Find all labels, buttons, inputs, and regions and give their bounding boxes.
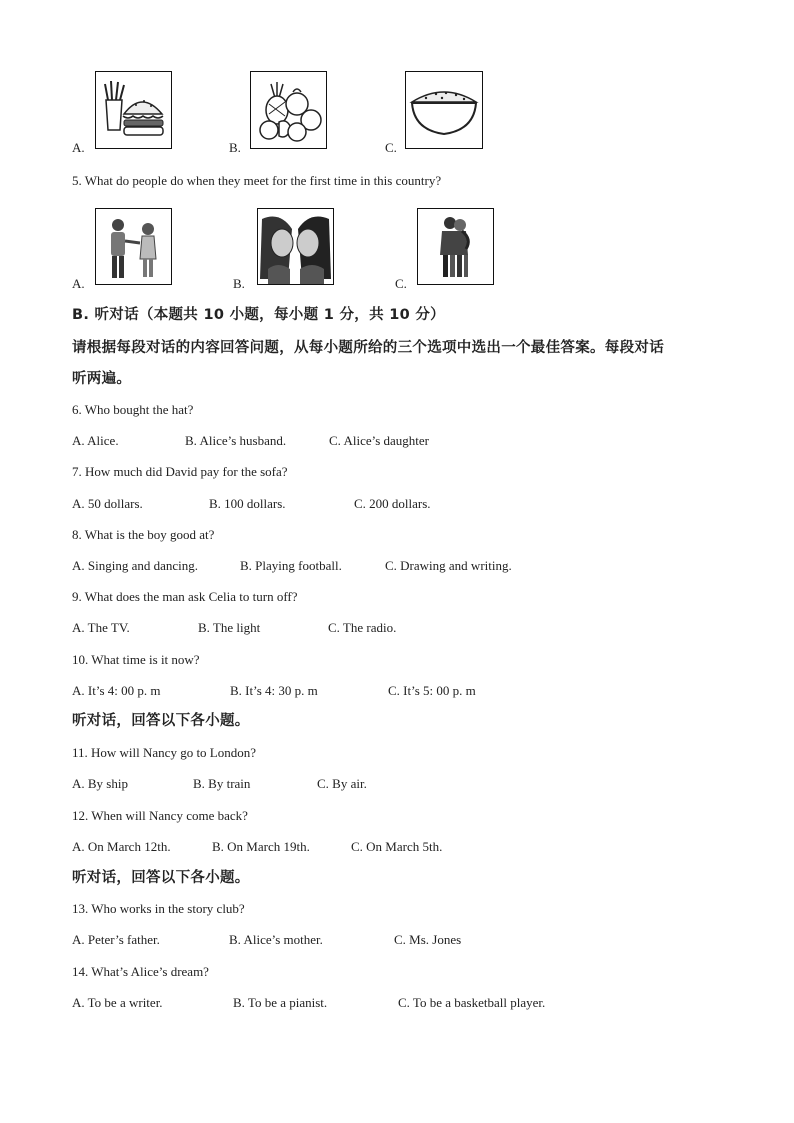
question-9: 9. What does the man ask Celia to turn off?: [72, 589, 298, 604]
q11-option-a: A. By ship: [72, 776, 128, 791]
q5-option-c-picture: [417, 208, 494, 285]
q5-option-c-letter: C.: [395, 276, 407, 291]
q13-option-b: B. Alice’s mother.: [229, 932, 323, 947]
q10-option-c: C. It’s 5: 00 p. m: [388, 683, 476, 698]
sub-heading-2: 听对话，回答以下各小题。: [72, 870, 250, 886]
question-14: 14. What’s Alice’s dream?: [72, 964, 209, 979]
q12-option-a: A. On March 12th.: [72, 839, 171, 854]
question-11: 11. How will Nancy go to London?: [72, 745, 257, 760]
question-10: 10. What time is it now?: [72, 652, 200, 667]
q8-option-c: C. Drawing and writing.: [385, 558, 512, 573]
section-b-instruction-2: 听两遍。: [72, 371, 132, 387]
q5-option-a-picture: [95, 208, 172, 285]
q7-option-c: C. 200 dollars.: [354, 496, 431, 511]
question-13: 13. Who works in the story club?: [72, 901, 245, 916]
q12-option-b: B. On March 19th.: [212, 839, 310, 854]
q6-option-a: A. Alice.: [72, 433, 119, 448]
option-c-letter: C.: [385, 140, 397, 155]
handshake-icon: [96, 209, 171, 284]
option-a-letter: A.: [72, 140, 85, 155]
kiss-greeting-icon: [258, 209, 333, 284]
sub-heading-1: 听对话，回答以下各小题。: [72, 713, 250, 729]
hug-icon: [418, 209, 493, 284]
option-a-picture: [95, 71, 172, 149]
section-b-heading: B. 听对话（本题共 10 小题，每小题 1 分，共 10 分）: [72, 307, 445, 323]
q14-option-c: C. To be a basketball player.: [398, 995, 546, 1010]
question-6: 6. Who bought the hat?: [72, 402, 194, 417]
q14-option-a: A. To be a writer.: [72, 995, 163, 1010]
q5-option-b-picture: [257, 208, 334, 285]
q13-option-c: C. Ms. Jones: [394, 932, 462, 947]
q14-option-b: B. To be a pianist.: [233, 995, 328, 1010]
q10-option-a: A. It’s 4: 00 p. m: [72, 683, 161, 698]
q12-option-c: C. On March 5th.: [351, 839, 443, 854]
q11-option-c: C. By air.: [317, 776, 367, 791]
q9-option-c: C. The radio.: [328, 620, 397, 635]
q11-option-b: B. By train: [193, 776, 251, 791]
q6-option-c: C. Alice’s daughter: [329, 433, 430, 448]
q5-option-a-letter: A.: [72, 276, 85, 291]
q8-option-b: B. Playing football.: [240, 558, 342, 573]
section-b-instruction-1: 请根据每段对话的内容回答问题，从每小题所给的三个选项中选出一个最佳答案。每段对话: [72, 340, 664, 356]
option-b-letter: B.: [229, 140, 241, 155]
q7-option-b: B. 100 dollars.: [209, 496, 286, 511]
q8-option-a: A. Singing and dancing.: [72, 558, 199, 573]
question-5: 5. What do people do when they meet for the first time in this country?: [72, 173, 442, 188]
fruits-icon: [251, 72, 326, 148]
rice-bowl-icon: [406, 72, 482, 148]
q10-option-b: B. It’s 4: 30 p. m: [230, 683, 318, 698]
question-7: 7. How much did David pay for the sofa?: [72, 464, 288, 479]
q5-option-b-letter: B.: [233, 276, 245, 291]
burger-fries-icon: [96, 72, 171, 148]
q13-option-a: A. Peter’s father.: [72, 932, 160, 947]
question-8: 8. What is the boy good at?: [72, 527, 215, 542]
q6-option-b: B. Alice’s husband.: [185, 433, 287, 448]
q7-option-a: A. 50 dollars.: [72, 496, 143, 511]
option-b-picture: [250, 71, 327, 149]
option-c-picture: [405, 71, 483, 149]
q9-option-b: B. The light: [198, 620, 261, 635]
q9-option-a: A. The TV.: [72, 620, 130, 635]
question-12: 12. When will Nancy come back?: [72, 808, 248, 823]
